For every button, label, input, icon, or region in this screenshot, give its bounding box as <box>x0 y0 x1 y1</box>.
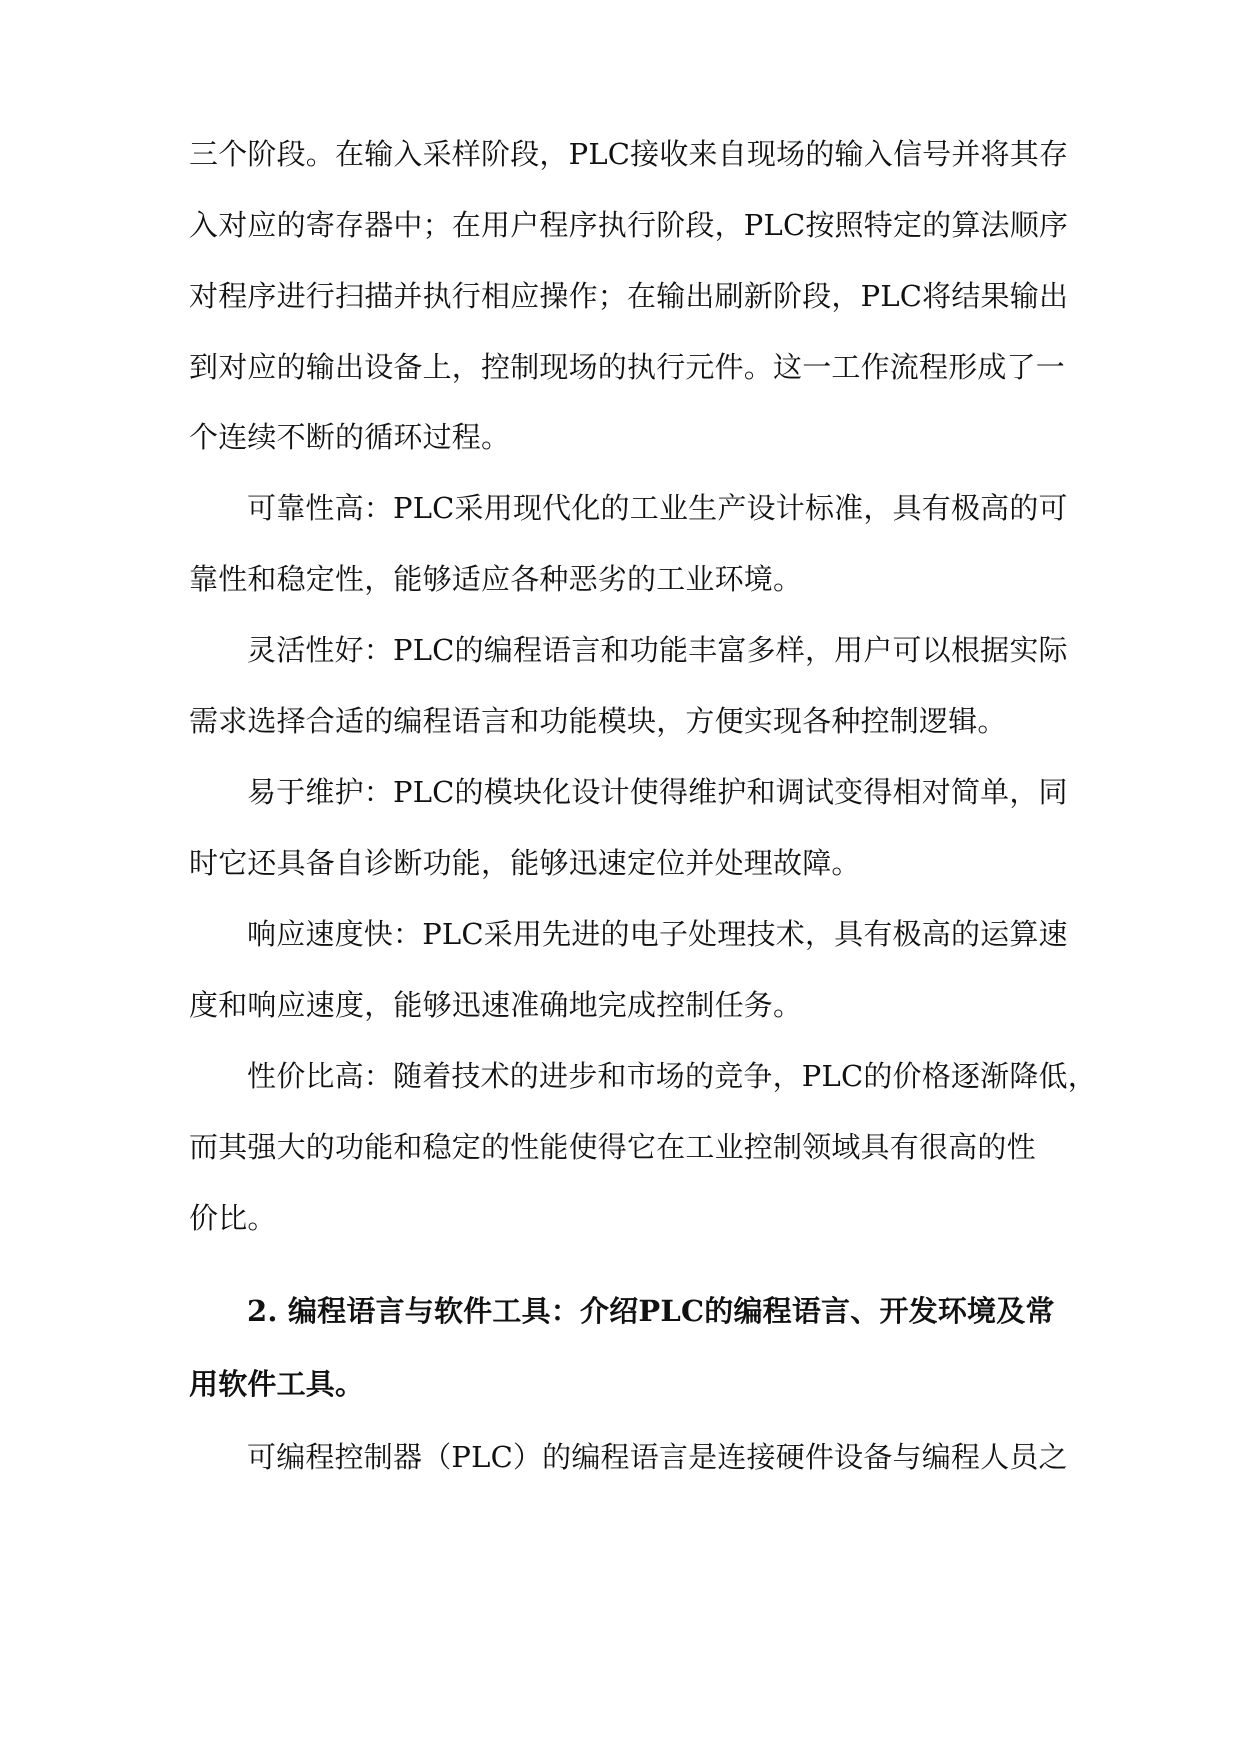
paragraph-start-line: 性价比高：随着技术的进步和市场的竞争，PLC的价格逐渐降低， <box>247 1059 1097 1093</box>
paragraph-start-line: 响应速度快：PLC采用先进的电子处理技术，具有极高的运算速 <box>247 917 1068 951</box>
text-line: 需求选择合适的编程语言和功能模块，方便实现各种控制逻辑。 <box>189 704 1007 738</box>
text-line: 度和响应速度，能够迅速准确地完成控制任务。 <box>189 988 803 1022</box>
text-line: 对程序进行扫描并执行相应操作；在输出刷新阶段，PLC将结果输出 <box>189 279 1069 313</box>
text-line: 入对应的寄存器中；在用户程序执行阶段，PLC按照特定的算法顺序 <box>189 208 1069 242</box>
text-line: 靠性和稳定性，能够适应各种恶劣的工业环境。 <box>189 562 803 596</box>
text-line: 个连续不断的循环过程。 <box>189 420 511 454</box>
text-line: 而其强大的功能和稳定的性能使得它在工业控制领域具有很高的性 <box>189 1130 1036 1164</box>
text-line: 价比。 <box>189 1201 277 1235</box>
text-line: 三个阶段。在输入采样阶段，PLC接收来自现场的输入信号并将其存 <box>189 137 1069 171</box>
paragraph-start-line: 易于维护：PLC的模块化设计使得维护和调试变得相对简单，同 <box>247 775 1068 809</box>
text-line: 到对应的输出设备上，控制现场的执行元件。这一工作流程形成了一 <box>189 350 1066 384</box>
paragraph-start-line: 可编程控制器（PLC）的编程语言是连接硬件设备与编程人员之 <box>247 1440 1068 1474</box>
paragraph-start-line: 灵活性好：PLC的编程语言和功能丰富多样，用户可以根据实际 <box>247 633 1068 667</box>
section-heading-continued: 用软件工具。 <box>189 1367 365 1401</box>
text-line: 时它还具备自诊断功能，能够迅速定位并处理故障。 <box>189 846 861 880</box>
paragraph-start-line: 可靠性高：PLC采用现代化的工业生产设计标准，具有极高的可 <box>247 491 1068 525</box>
section-heading: 2. 编程语言与软件工具：介绍PLC的编程语言、开发环境及常 <box>247 1294 1055 1328</box>
